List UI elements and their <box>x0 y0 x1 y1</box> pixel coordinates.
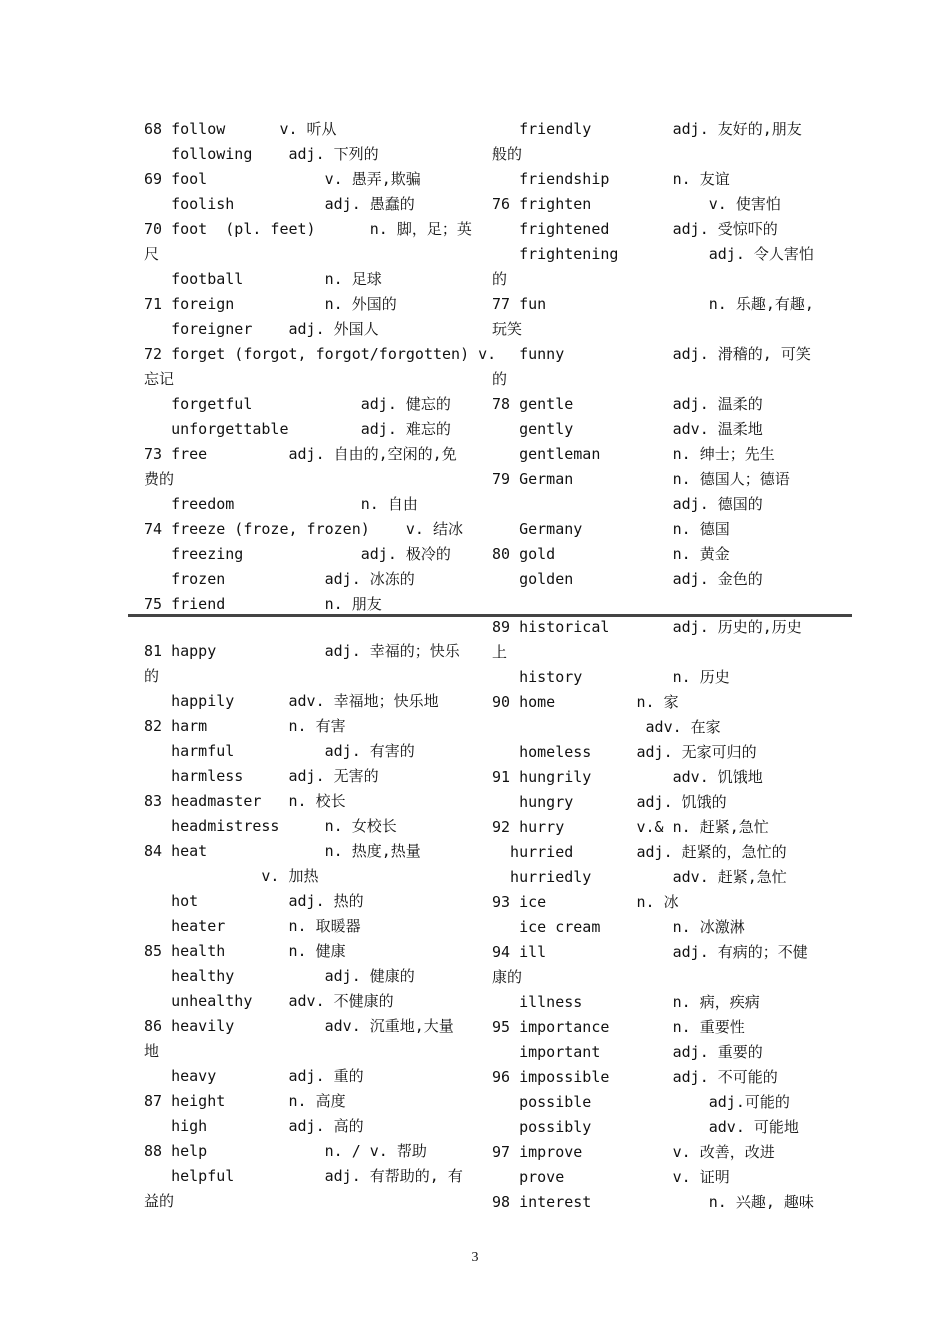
vocab-line: 82 harm n. 有害 <box>144 717 346 735</box>
vocab-line: unforgettable adj. 难忘的 <box>144 420 451 438</box>
vocab-line: high adj. 高的 <box>144 1117 364 1135</box>
vocab-line: 70 foot (pl. feet) n. 脚，足；英 <box>144 220 472 238</box>
vocab-line: 95 importance n. 重要性 <box>492 1018 745 1036</box>
vocab-line: 79 German n. 德国人；德语 <box>492 470 790 488</box>
vocab-line: adj. 德国的 <box>492 495 763 513</box>
vocab-line: 忘记 <box>144 370 175 388</box>
vocab-line: golden adj. 金色的 <box>492 570 763 588</box>
vocab-line: freezing adj. 极冷的 <box>144 545 451 563</box>
vocab-line: funny adj. 滑稽的, 可笑 <box>492 345 811 363</box>
vocab-line: friendship n. 友谊 <box>492 170 730 188</box>
vocab-line: hurried adj. 赶紧的，急忙的 <box>492 843 787 861</box>
page-number: 3 <box>471 1250 479 1265</box>
vocab-line: 91 hungrily adv. 饥饿地 <box>492 768 763 786</box>
vocab-line: illness n. 病，疾病 <box>492 993 760 1011</box>
vocab-line: v. 加热 <box>144 867 319 885</box>
vocab-line: 玩笑 <box>492 320 523 338</box>
vocab-line: headmistress n. 女校长 <box>144 817 397 835</box>
vocab-line: unhealthy adv. 不健康的 <box>144 992 394 1010</box>
vocab-line: history n. 历史 <box>492 668 730 686</box>
vocab-line: 78 gentle adj. 温柔的 <box>492 395 763 413</box>
vocab-line: 康的 <box>492 968 523 986</box>
vocab-line: 89 historical adj. 历史的,历史 <box>492 618 802 636</box>
vocab-line: 的 <box>144 667 160 685</box>
vocab-line: possible adj.可能的 <box>492 1093 790 1111</box>
vocab-line: happily adv. 幸福地；快乐地 <box>144 692 439 710</box>
vocab-line: hurriedly adv. 赶紧,急忙 <box>492 868 787 886</box>
vocab-line: 73 free adj. 自由的,空闲的,免 <box>144 445 457 463</box>
vocab-line: 68 follow v. 听从 <box>144 120 337 138</box>
vocab-line: 69 fool v. 愚弄,欺骗 <box>144 170 421 188</box>
vocab-line: 93 ice n. 冰 <box>492 893 679 911</box>
vocab-line: 85 health n. 健康 <box>144 942 346 960</box>
vocab-line: hungry adj. 饥饿的 <box>492 793 727 811</box>
vocab-line: 77 fun n. 乐趣,有趣, <box>492 295 814 313</box>
vocab-line: ice cream n. 冰激淋 <box>492 918 745 936</box>
vocab-line: heavy adj. 重的 <box>144 1067 364 1085</box>
vocab-line: 84 heat n. 热度,热量 <box>144 842 421 860</box>
vocab-line: 88 help n. / v. 帮助 <box>144 1142 427 1160</box>
vocab-line: 地 <box>144 1042 160 1060</box>
vocab-line: possibly adv. 可能地 <box>492 1118 799 1136</box>
vocab-line: football n. 足球 <box>144 270 382 288</box>
vocab-line: 72 forget (forgot, forgot/forgotten) v. <box>144 345 497 363</box>
vocab-line: foreigner adj. 外国人 <box>144 320 379 338</box>
vocab-line: forgetful adj. 健忘的 <box>144 395 451 413</box>
vocab-line: 86 heavily adv. 沉重地,大量 <box>144 1017 454 1035</box>
vocab-line: 费的 <box>144 470 175 488</box>
vocab-line: 的 <box>492 270 508 288</box>
vocab-line: friendly adj. 友好的,朋友 <box>492 120 802 138</box>
vocab-line: 般的 <box>492 145 523 163</box>
vocab-line: 87 height n. 高度 <box>144 1092 346 1110</box>
vocab-line: 75 friend n. 朋友 <box>144 595 382 613</box>
vocab-line: following adj. 下列的 <box>144 145 379 163</box>
vocab-line: 上 <box>492 643 508 661</box>
vocab-line: 益的 <box>144 1192 175 1210</box>
vocab-line: 尺 <box>144 245 160 263</box>
vocab-line: 74 freeze (froze, frozen) v. 结冰 <box>144 520 463 538</box>
vocab-line: prove v. 证明 <box>492 1168 730 1186</box>
vocab-line: frightened adj. 受惊吓的 <box>492 220 778 238</box>
vocab-line: 94 ill adj. 有病的；不健 <box>492 943 808 961</box>
vocab-line: freedom n. 自由 <box>144 495 418 513</box>
vocab-line: frozen adj. 冰冻的 <box>144 570 415 588</box>
vocab-line: foolish adj. 愚蠢的 <box>144 195 415 213</box>
vocab-line: 97 improve v. 改善，改进 <box>492 1143 775 1161</box>
vocab-line: adv. 在家 <box>492 718 721 736</box>
vocab-line: 96 impossible adj. 不可能的 <box>492 1068 778 1086</box>
vocab-line: 80 gold n. 黄金 <box>492 545 730 563</box>
vocab-line: harmless adj. 无害的 <box>144 767 379 785</box>
vocab-line: 98 interest n. 兴趣, 趣味 <box>492 1193 814 1211</box>
vocab-line: 83 headmaster n. 校长 <box>144 792 346 810</box>
vocab-line: 81 happy adj. 幸福的；快乐 <box>144 642 460 660</box>
vocab-line: healthy adj. 健康的 <box>144 967 415 985</box>
vocab-line: homeless adj. 无家可归的 <box>492 743 757 761</box>
vocab-line: helpful adj. 有帮助的, 有 <box>144 1167 463 1185</box>
vocab-line: 92 hurry v.& n. 赶紧,急忙 <box>492 818 769 836</box>
vocab-line: harmful adj. 有害的 <box>144 742 415 760</box>
vocab-line: hot adj. 热的 <box>144 892 364 910</box>
vocab-line: important adj. 重要的 <box>492 1043 763 1061</box>
vocab-line: 的 <box>492 370 508 388</box>
vocab-line: 76 frighten v. 使害怕 <box>492 195 781 213</box>
vocab-line: 90 home n. 家 <box>492 693 679 711</box>
vocab-line: frightening adj. 令人害怕 <box>492 245 814 263</box>
vocab-line: heater n. 取暖器 <box>144 917 361 935</box>
vocab-line: gently adv. 温柔地 <box>492 420 763 438</box>
vocab-line: gentleman n. 绅士；先生 <box>492 445 775 463</box>
vocab-line: 71 foreign n. 外国的 <box>144 295 397 313</box>
vocab-line: Germany n. 德国 <box>492 520 730 538</box>
